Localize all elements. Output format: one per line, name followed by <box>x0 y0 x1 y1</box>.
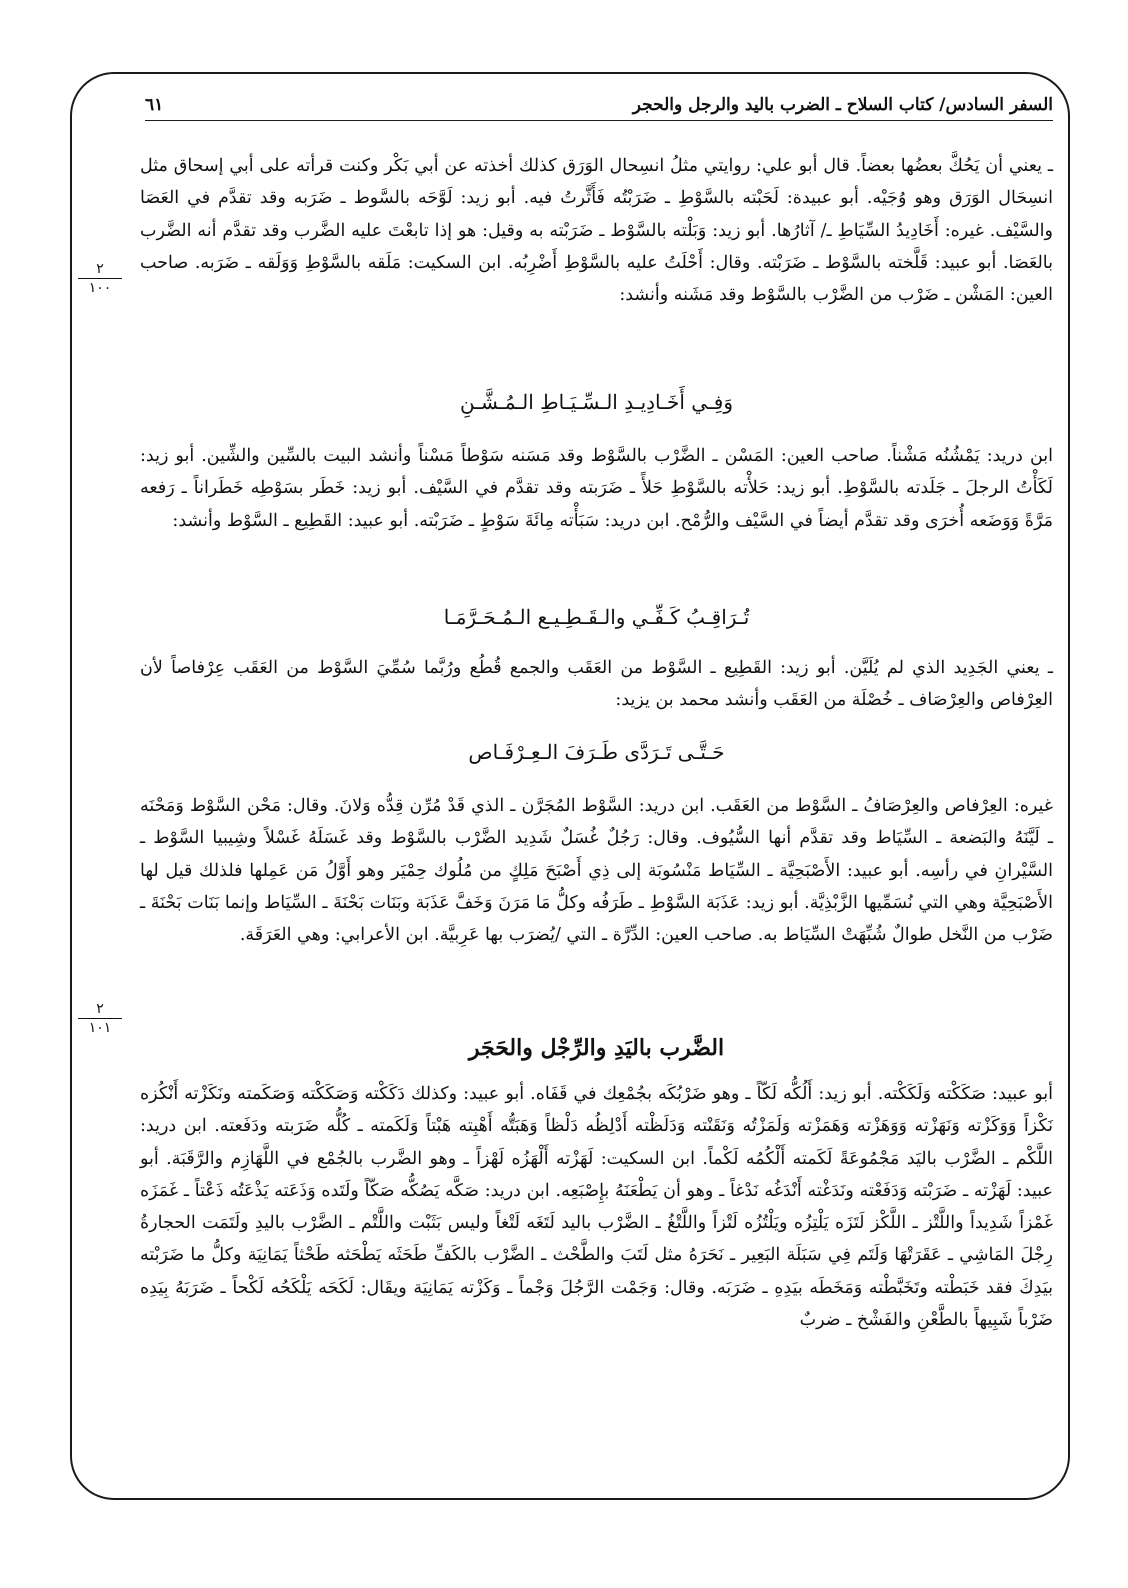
paragraph-text: ـ يعني الجَدِيد الذي لم يُلَيَّن. أبو زيد: القَطِيع ـ السَّوْط من العَقَب والجمع قُطُع ورُبَّما سُمِّيَ السَّوْط من العَقَب عِرْفاصاً لأن العِرْفاص والعِرْصَاف ـ خُصْلَة من العَقَب وأنشد محمد بن يزيد: <box>140 658 1053 711</box>
paragraph-4 <box>140 790 1053 951</box>
paragraph-5 <box>140 1078 1053 1336</box>
paragraph-text: أبو عبيد: صَكَكْته وَلَكَكْته. أبو زيد: أَلُكُّه لَكّاً ـ وهو ضَرْبُكَه بجُمْعِك في قَفَاه. أبو عبيد: وكذلك دَكَكْته وَصَكَكْته وَصَكَمته ونَكَزْته أَنْكُزه نَكْزاً وَوَكَزْته وَنَهَزْته وَوَهَزْته وَهَمَزْته وَلَمَزْتُه وَنَقَنْته وَدَلَظْته أَدْلِظُه دَلْظاً وَهَبَتُّه أَهْبِته هَبْتاً وَلَكَمته ـ كُلُّه ضَرَبته ودَفَعته. ابن دريد: اللَّكْم ـ الضَّرْب باليَد مَجْمُوعَةً لَكَمته أَلْكُمُه لَكْماً. ابن السكيت: لَهَزْته أَلْهَزُه لَهْزاً ـ وهو الضَّرب بالجُمْع في اللَّهَازِم والرَّقَبَة. أبو عبيد: لَهَزْته ـ ضَرَبْته وَدَفَعْته ونَدَغْته أَنْدَغُه نَدْغاً ـ وهو أن يَطْعَنَهُ بإِصْبَعِه. ابن دريد: صَكَّه يَصُكُّه صَكّاً ولَتَده وَذَعَته يَذْعَتُه ذَعْتاً ـ غَمَزَه غَمْزاً شَدِيداً واللَّتْز ـ اللَّكْز لَتَزَه يَلْتِزُه ويَلْتُزُه لَتْزاً واللَّتْغُ ـ الضَّرْب باليد لَتَغَه لَتْغاً وليس بَثَبْت واللَّتْم ـ الضَّرْب باليدِ ولَتَمَت الحجارةُ رِجْلَ المَاشِي ـ عَقَرَتْهَا وَلَتَم فِي سَبَلَة البَعِير ـ نَحَرَهُ مثل لَتَبَ والطَّحْث ـ الضَّرْب بالكَفِّ طَحَثَه يَطْحَثه طَحْثاً يَمَانِيَة وكلُّ ما ضَرَبْته بيَدِكَ فقد خَبَطْته وتَخَبَّطْته وَمَخَطَه بيَدِهِ ـ ضَرَبَه. وقال: وَجَمْت الرَّجُلَ وَجْماً ـ وَكَزْته يَمَانِيَة ويقَال: لَكَحَه يَلْكَحُه لَكْحاً ـ ضَرَبَهُ بِيَدِه ضَرْباً شَبِيهاً بالطَّعْنِ والفَشْخ ـ ضربٌ <box>140 1084 1053 1331</box>
verse-2: تُـرَاقِـبُ كَـفِّـي والـقَـطِـيـع الـمُـحَـرَّمَـا <box>443 605 750 629</box>
section-heading: الضَّرب باليَدِ والرِّجْل والحَجَر <box>468 1035 725 1061</box>
page-header <box>145 88 1053 121</box>
verse-1: وَفِـي أَخَـادِيـدِ الـسِّـيَـاطِ الـمُـشَّـنِ <box>459 390 734 414</box>
paragraph-text: ـ يعني أن يَحُكَّ بعضُها بعضاً. قال أبو علي: روايتي مثلُ انسِحال الوَرَق كذلك أخذته عن أبي بَكْر وكنت قرأته على أبي إسحاق مثل انسِحَال الوَرَق وهو وُجَيْه. أبو عبيدة: لَحَبْته بالسَّوْطِ ـ ضَرَبْتُه فَأَثَّرتُ فيه. أبو زيد: لَوَّحَه بالسَّوط ـ ضَرَبه وقد تقدَّم في العَصَا والسَّيْف. غيره: أَخَادِيدُ السِّيَاطِ ـ/ آثارُها. أبو زيد: وَبَلْته بالسَّوْط ـ ضَرَبْته به وقيل: هو إذا تابعْتَ عليه الضَّرب وقد تقدَّم أنه الضَّرب بالعَصَا. أبو عبيد: قَلَّخته بالسَّوْط ـ ضَرَبْته. وقال: أَحْلَتُ عليه بالسَّوْطِ أَضْرِبُه. ابن السكيت: مَلَقه بالسَّوْطِ وَوَلَقه ـ ضَرَبه. صاحب العين: المَشْن ـ ضَرْب من الضَّرْب بالسَّوْط وقد مَشَنه وأنشد: <box>140 156 1053 306</box>
paragraph-1 <box>140 150 1053 311</box>
margin-note-volume: ٢ <box>78 1002 122 1019</box>
margin-note-folio-101 <box>78 1002 122 1035</box>
paragraph-3 <box>140 652 1053 717</box>
running-title: السفر السادس/ كتاب السلاح ـ الضرب باليد والرجل والحجر <box>632 95 1053 115</box>
paragraph-text: غيره: العِرْفاص والعِرْصَافُ ـ السَّوْط من العَقَب. ابن دريد: السَّوْط المُجَرَّن ـ الذي قَدْ مُرِّن قِدُّه وَلانَ. وقال: مَحْن السَّوْط وَمَحْنَه ـ لَيَّنَهُ والبَضعة ـ السِّيَاط وقد تقدَّم أنها السُّيُوف. وقال: رَجُلٌ غُسَلٌ شَدِيد الضَّرْب بالسَّوْط وقد غَسَلَهُ غَسْلاً وشِيبيا السَّوْط ـ السَّيْرانِ في رأسِه. أبو عبيد: الأَصْبَحِيَّة ـ السِّيَاط مَنْسُوبَة إلى ذِي أَصْبَحَ مَلِكٍ من مُلُوك حِمْيَر وهو أَوَّلُ مَن عَمِلها فلذلك قيل لها الأَصْبَحِيَّة وهي التي نُسَمِّيها الزَّبْذِيَّة. أبو زيد: عَذَبَة السَّوْطِ ـ طَرَفُه وكلُّ مَا مَرَنَ وَخَفَّ عَذَبَة وبَنَات بَحْنَةَ ـ السِّيَاط وإنما بَنَات بَحْنَةَ ـ ضَرْب من النَّخل طوالٌ شُبِّهَتْ السِّيَاط به. صاحب العين: الدِّرَّة ـ التي /يُضرَب بها عَرِبيَّة. ابن الأعرابي: وهي العَرَقَة. <box>140 796 1053 946</box>
margin-note-volume: ٢ <box>78 262 122 279</box>
margin-note-folio: ١٠٠ <box>88 280 112 296</box>
paragraph-text: ابن دريد: يَمْشُنُه مَشْناً. صاحب العين: المَسْن ـ الضَّرْب بالسَّوْط وقد مَسَنه سَوْطاً مَسْناً وأنشد البيت بالسِّين والشِّين. أبو زيد: لَكَأْتُ الرجلَ ـ جَلَدته بالسَّوْطِ. أبو زيد: حَلأْته بالسَّوْطِ حَلأً ـ ضَرَبته وقد تقدَّم في السَّيْف. أبو زيد: خَطَر بسَوْطِه خَطَراناً ـ رَفعه مَرَّةً وَوَضَعه أُخرَى وقد تقدَّم أيضاً في السَّيْف والرُّمْح. ابن دريد: سَبَأْته مِائَةَ سَوْطٍ ـ ضَرَبْته. أبو عبيد: القَطِيع ـ السَّوْط وأنشد: <box>140 446 1053 531</box>
verse-3: حَـتَّـى تَـرَدَّى طَـرَفَ الـعِـرْفَـاص <box>468 740 725 764</box>
margin-note-folio-100 <box>78 262 122 295</box>
paragraph-2 <box>140 440 1053 537</box>
margin-note-folio: ١٠١ <box>88 1020 112 1036</box>
page-number: ٦١ <box>145 95 164 115</box>
